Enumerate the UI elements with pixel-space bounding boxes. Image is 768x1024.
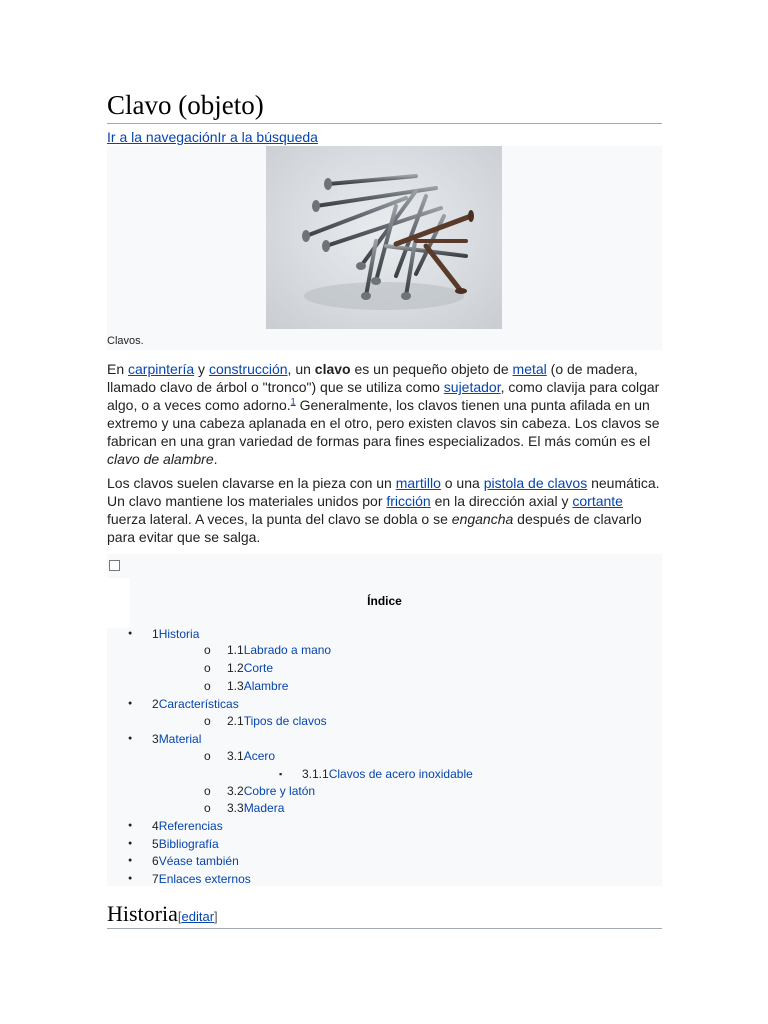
toc-item-number: 1.2 [227, 661, 244, 675]
toc-item-link[interactable]: Tipos de clavos [243, 714, 327, 728]
reference-link[interactable]: 1 [290, 396, 296, 407]
toc-item-number: 3.1.1 [302, 767, 329, 781]
toc-bullet: ● [128, 700, 133, 707]
toc-item[interactable] [227, 783, 315, 799]
toc-item[interactable] [227, 660, 273, 676]
bold-term: clavo [314, 361, 351, 377]
text: , un [287, 361, 315, 377]
link-pistola-de-clavos[interactable]: pistola de clavos [483, 475, 588, 491]
toc-item-link[interactable]: Labrado a mano [243, 643, 332, 657]
toc-item-number: 3.2 [227, 784, 244, 798]
toc-item-number: 6 [152, 854, 159, 868]
link-martillo[interactable]: martillo [395, 475, 441, 491]
toc-item[interactable] [152, 696, 239, 712]
edit-link[interactable]: editar [181, 909, 215, 924]
text: . [213, 451, 218, 467]
link-construccion[interactable]: construcción [208, 361, 288, 377]
nails-photo[interactable] [266, 146, 502, 329]
link-metal[interactable]: metal [512, 361, 547, 377]
edit-bracket-open: [ [177, 909, 182, 924]
toc-bullet: o [204, 714, 211, 728]
paragraph-usage [107, 474, 662, 546]
italic-term: engancha [451, 511, 514, 527]
toc-item-number: 2 [152, 697, 159, 711]
toc-item-link[interactable]: Características [158, 697, 239, 711]
text: , como clavija para colgar algo, o a veces como adorno. [107, 379, 660, 413]
toc-bullet: ● [128, 735, 133, 742]
jump-to-navigation-link[interactable]: Ir a la navegación [107, 129, 218, 145]
toc-item[interactable] [152, 818, 223, 834]
toc-bullet: o [204, 801, 211, 815]
toc-bullet: o [204, 679, 211, 693]
figure [107, 146, 662, 350]
toc-item[interactable] [227, 642, 331, 658]
toc-item-link[interactable]: Historia [158, 627, 200, 641]
toc-title: Índice [367, 594, 402, 608]
toc-item-number: 1.3 [227, 679, 244, 693]
text: Los clavos suelen clavarse en la pieza con un [107, 475, 396, 491]
toc-bullet: ● [128, 875, 133, 882]
toc-toggle-checkbox[interactable] [109, 560, 120, 571]
text: neumática. Un clavo mantiene los materiales unidos por [107, 475, 660, 509]
jump-links [107, 128, 318, 146]
toc-item-number: 2.1 [227, 714, 244, 728]
toc-item[interactable] [227, 748, 275, 764]
toc-item-link[interactable]: Madera [243, 801, 285, 815]
toc-item[interactable] [227, 713, 327, 729]
jump-to-search-link[interactable]: Ir a la búsqueda [217, 129, 318, 145]
italic-term: clavo de alambre [107, 451, 214, 467]
toc-bullet: ● [128, 822, 133, 829]
text: y [194, 361, 209, 377]
text: en la dirección axial y [430, 493, 573, 509]
text: Generalmente, los clavos tienen una punta afilada en un extremo y una cabeza aplanada en el otro, pero existen clavos sin cabeza. Los clavos se fabrican en una gran variedad de formas para fines especializados. El más común es el [107, 397, 660, 449]
link-carpinteria[interactable]: carpintería [128, 361, 195, 377]
toc-item-number: 5 [152, 837, 159, 851]
page-title: Clavo (objeto) [107, 88, 662, 124]
toc-item[interactable] [227, 800, 284, 816]
toc-bullet: o [204, 661, 211, 675]
text: después de clavarlo para evitar que se salga. [107, 511, 642, 545]
toc-item-number: 4 [152, 819, 159, 833]
toc-item-number: 7 [152, 872, 159, 886]
text: (o de madera, llamado clavo de árbol o "tronco") que se utiliza como [107, 361, 638, 395]
toc-bullet: o [204, 643, 211, 657]
section-title: Historia [107, 901, 178, 926]
text: En [107, 361, 129, 377]
toc-bullet: ● [128, 857, 133, 864]
toc-item-link[interactable]: Enlaces externos [158, 872, 251, 886]
toc-item-link[interactable]: Véase también [158, 854, 239, 868]
toc-item-link[interactable]: Alambre [243, 679, 289, 693]
toc-item-number: 1 [152, 627, 159, 641]
toc-item-link[interactable]: Corte [243, 661, 274, 675]
toc-item[interactable] [152, 853, 239, 869]
link-sujetador[interactable]: sujetador [443, 379, 501, 395]
edit-bracket-close: ] [214, 909, 218, 924]
toc-item-number: 3 [152, 732, 159, 746]
toc-bullet: ● [128, 630, 133, 637]
table-of-contents [107, 554, 662, 886]
toc-bullet: ▪ [279, 769, 283, 779]
toc-item[interactable] [152, 871, 251, 887]
figure-caption: Clavos. [107, 335, 144, 347]
toc-item[interactable] [152, 731, 201, 747]
toc-item[interactable] [302, 766, 473, 782]
toc-item-link[interactable]: Clavos de acero inoxidable [328, 767, 473, 781]
toc-item-number: 3.1 [227, 749, 244, 763]
text: o una [440, 475, 484, 491]
text: es un pequeño objeto de [350, 361, 513, 377]
toc-item-link[interactable]: Material [158, 732, 202, 746]
toc-bullet: o [204, 784, 211, 798]
toc-item-link[interactable]: Acero [243, 749, 276, 763]
toc-item-number: 1.1 [227, 643, 244, 657]
toc-item-link[interactable]: Cobre y latón [243, 784, 316, 798]
text: fuerza lateral. A veces, la punta del clavo se dobla o se [107, 511, 452, 527]
toc-item[interactable] [227, 678, 288, 694]
toc-bullet: ● [128, 840, 133, 847]
toc-bullet: o [204, 749, 211, 763]
toc-item-link[interactable]: Bibliografía [158, 837, 219, 851]
link-friccion[interactable]: fricción [386, 493, 431, 509]
toc-item[interactable] [152, 626, 199, 642]
paragraph-intro [107, 360, 662, 468]
toc-item-number: 3.3 [227, 801, 244, 815]
link-cortante[interactable]: cortante [572, 493, 623, 509]
edit-section [178, 909, 218, 924]
section-heading [107, 900, 662, 929]
toc-item[interactable] [152, 836, 219, 852]
toc-item-link[interactable]: Referencias [158, 819, 223, 833]
